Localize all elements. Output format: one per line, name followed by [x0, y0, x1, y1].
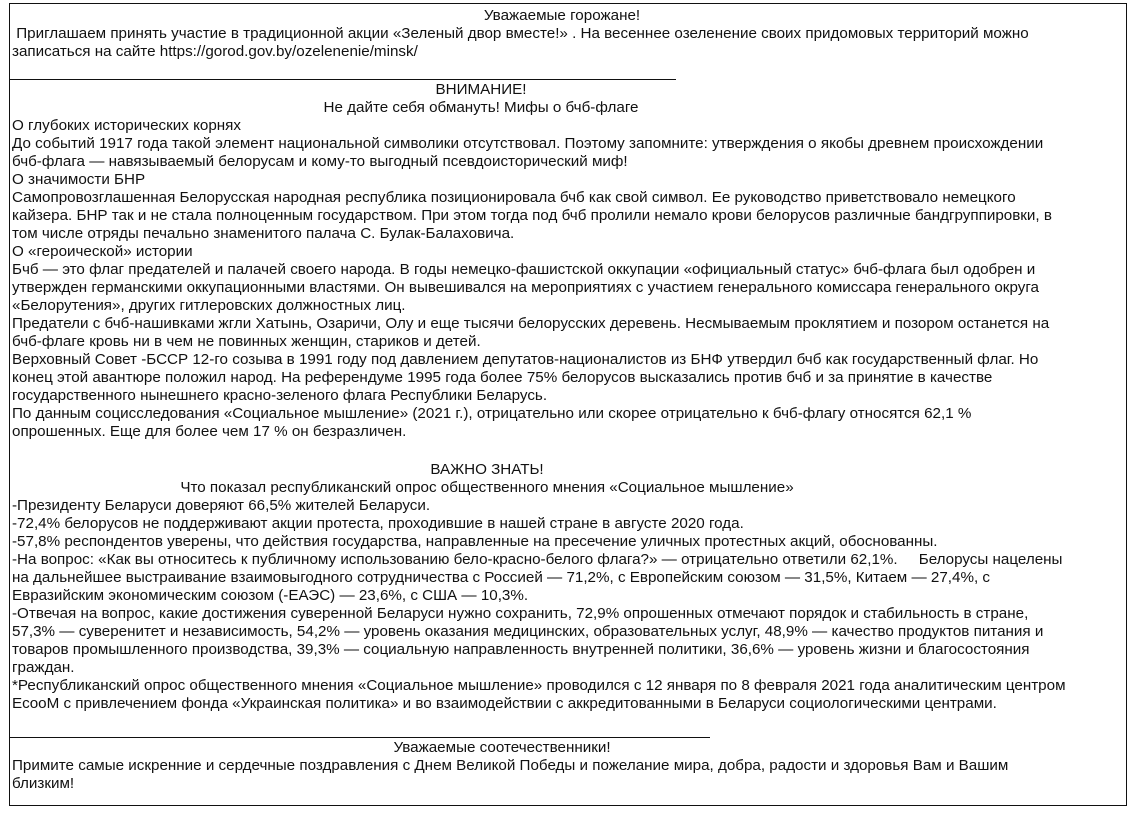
text-line: По данным социсследования «Социальное мышление» (2021 г.), отрицательно или скорее отрицательно к бчб-флагу относятся 62,1 %	[12, 405, 972, 422]
text-line: близким!	[12, 775, 75, 792]
text-line: До событий 1917 года такой элемент национальной символики отсутствовал. Поэтому запомните: утверждения о якобы древнем происхождении	[12, 135, 1044, 152]
section-heading: Уважаемые соотечественники!	[393, 739, 611, 756]
text-line: Примите самые искренние и сердечные поздравления с Днем Великой Победы и пожелание мира, добра, радости и здоровья Вам и Вашим	[12, 757, 1009, 774]
text-line: записаться на сайте https://gorod.gov.by/ozelenenie/minsk/	[12, 43, 418, 60]
text-line: бчб-флаге кровь ни в чем не повинных женщин, стариков и детей.	[12, 333, 481, 350]
section-compatriots-greeting	[10, 739, 1126, 793]
text-line: том числе отряды печально знаменитого палача С. Булак-Балаховича.	[12, 225, 515, 242]
text-line: граждан.	[12, 659, 75, 676]
section-important-to-know	[10, 461, 1126, 713]
topic-heading: О глубоких исторических корнях	[12, 117, 241, 134]
section-subheading: Не дайте себя обмануть! Мифы о бчб-флаге	[323, 99, 639, 116]
separator-line	[10, 737, 1126, 738]
text-line: Приглашаем принять участие в традиционной акции «Зеленый двор вместе!» . На весеннее озеленение своих придомовых территорий можно	[12, 25, 1029, 42]
text-line: конец этой авантюре положил народ. На референдуме 1995 года более 75% белорусов высказались против бчб и за принятие в качестве	[12, 369, 993, 386]
survey-item: -72,4% белорусов не поддерживают акции протеста, проходившие в нашей стране в августе 2020 года.	[12, 515, 744, 532]
topic-heading: О «героической» истории	[12, 243, 193, 260]
separator-line	[10, 79, 1126, 80]
survey-item: -Президенту Беларуси доверяют 66,5% жителей Беларуси.	[12, 497, 431, 514]
text-line: 57,3% — суверенитет и независимость, 54,2% — уровень оказания медицинских, образовательных услуг, 48,9% — качество продуктов питания и	[12, 623, 1044, 640]
text-line: Верховный Совет -БССР 12-го созыва в 1991 году под давлением депутатов-националистов из БНФ утвердил бчб как государственный флаг. Но	[12, 351, 1039, 368]
footnote: *Республиканский опрос общественного мнения «Социальное мышление» проводился с 12 января по 8 февраля 2021 года аналитическим центром	[12, 677, 1066, 694]
section-attention-myths	[10, 81, 1126, 441]
text-line: опрошенных. Еще для более чем 17 % он безразличен.	[12, 423, 407, 440]
text-line: на дальнейшее выстраивание взаимовыгодного сотрудничества с Россией — 71,2%, с Европейским союзом — 31,5%, Китаем — 27,4%, с	[12, 569, 990, 586]
survey-item: -На вопрос: «Как вы относитесь к публичному использованию бело-красно-белого флага?» — отрицательно ответили 62,1%. Белорусы нацелены	[12, 551, 1063, 568]
text-line: кайзера. БНР так и не стала полноценным государством. При этом тогда под бчб пролили немало крови белорусов различные бандгруппировки, в	[12, 207, 1052, 224]
section-subheading: Что показал республиканский опрос общественного мнения «Социальное мышление»	[180, 479, 794, 496]
text-line: утвержден германскими оккупационными властями. Он вывешивался на мероприятиях с участием генерального комиссара генерального округа	[12, 279, 1039, 296]
section-heading: ВНИМАНИЕ!	[435, 81, 527, 98]
text-line: Евразийским экономическим союзом (-ЕАЭС) — 23,6%, с США — 10,3%.	[12, 587, 529, 604]
footnote: EcooM с привлечением фонда «Украинская политика» и во взаимодействии с аккредитованными в Беларуси социологическими центрами.	[12, 695, 997, 712]
survey-item: -57,8% респондентов уверены, что действия государства, направленные на пресечение уличных протестных акций, обоснованны.	[12, 533, 938, 550]
text-line: государственного нынешнего красно-зеленого флага Республики Беларусь.	[12, 387, 548, 404]
section-heading: Уважаемые горожане!	[483, 7, 641, 24]
text-line: Предатели с бчб-нашивками жгли Хатынь, Озаричи, Олу и еще тысячи белорусских деревень. Несмываемым проклятием и позором останется на	[12, 315, 1050, 332]
text-line: товаров промышленного производства, 39,3% — социальную направленность внутренней политики, 36,6% — уровень жизни и благосостояния	[12, 641, 1030, 658]
text-line: Бчб — это флаг предателей и палачей своего народа. В годы немецко-фашистской оккупации «официальный статус» бчб-флага был одобрен и	[12, 261, 1036, 278]
document-frame	[9, 3, 1127, 806]
text-line: «Белорутения», других гитлеровских должностных лиц.	[12, 297, 406, 314]
section-greeting-citizens	[10, 7, 1126, 61]
section-heading: ВАЖНО ЗНАТЬ!	[430, 461, 544, 478]
text-line: Самопровозглашенная Белорусская народная республика позиционировала бчб как свой символ. Ее руководство приветствовало немецкого	[12, 189, 1016, 206]
text-line: бчб-флага — навязываемый белорусам и кому-то выгодный псевдоисторический миф!	[12, 153, 628, 170]
survey-item: -Отвечая на вопрос, какие достижения суверенной Беларуси нужно сохранить, 72,9% опрошенных отмечают порядок и стабильность в стране,	[12, 605, 1029, 622]
topic-heading: О значимости БНР	[12, 171, 146, 188]
